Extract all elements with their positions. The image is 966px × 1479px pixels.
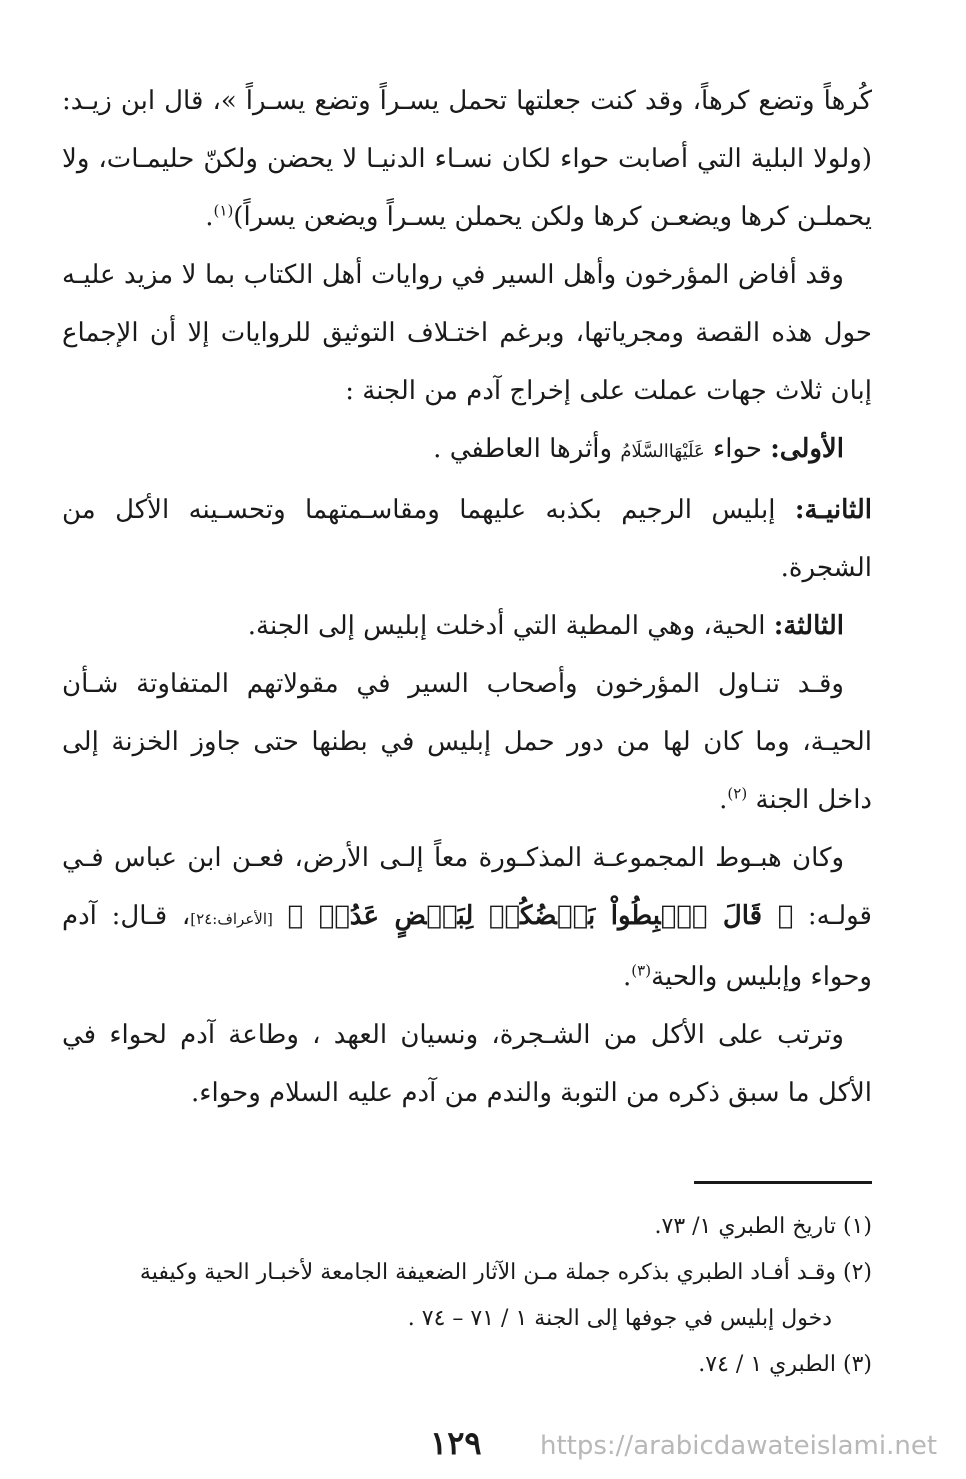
footnote-2-text: (٢) وقـد أفـاد الطبري بذكره جملة مـن الآثار الضعيفة الجامعة لأخبـار الحية وكيفية — [139, 1260, 872, 1285]
list-item-second-label: الثانيـة: — [794, 495, 872, 525]
footnotes — [58, 1204, 872, 1388]
list-item-second — [62, 481, 872, 597]
paragraph-1-text: كُرهاً وتضع كرهاً، وقد كنت جعلتها تحمل يسـراً وتضع يسـراً »، قال ابن زيـد: (ولولا البلية التي أصابت حواء لكان نسـاء الدنيـا لا يحضن ولكنّ حليمـات، ولا يحملـن كرها ويضعـن كرها ولكن يحملن يسـراً ويضعن يسراً) — [62, 86, 872, 232]
list-item-first-label: الأولى: — [770, 434, 844, 464]
list-item-first-text: حواء — [712, 434, 762, 464]
footnote-1: (١) تاريخ الطبري ١/ ٧٣. — [654, 1214, 872, 1239]
watermark-url[interactable]: https://arabicdawateislami.net — [540, 1431, 938, 1461]
footnote-3: (٣) الطبري ١ / ٧٤. — [698, 1352, 872, 1377]
paragraph-3-end: . — [719, 785, 728, 815]
paragraph-3-text: وقـد تنـاول المؤرخون وأصحاب السير في مقولاتهم المتفاوتة شـأن الحيـة، وما كان لها من دور حمل إبليس في بطنها حتى جاوز الخزنة إلى داخل الجنة — [62, 669, 872, 815]
quran-verse: ﴿ قَالَ ٱهۡبِطُواْ بَعۡضُكُمۡ لِبَعۡضٍ عَدُوٞ ﴾ — [287, 901, 794, 931]
list-item-third-text: الحية، وهي المطية التي أدخلت إبليس إلى الجنة. — [247, 611, 766, 641]
honorific: عَلَيْهَاالسَّلَامُ — [620, 441, 705, 462]
footnote-divider — [694, 1181, 872, 1184]
paragraph-4-text-b: ، قـال: آدم وحواء وإبليس والحية — [62, 901, 872, 992]
list-item-first-end: وأثرها العاطفي . — [433, 434, 613, 464]
list-item-third — [62, 597, 872, 655]
paragraph-1 — [62, 72, 872, 246]
paragraph-1-end: . — [205, 202, 214, 232]
paragraph-3 — [62, 655, 872, 829]
paragraph-5: وترتب على الأكل من الشـجرة، ونسيان العهد ، وطاعة آدم لحواء في الأكل ما سبق ذكره من التوبة والندم من آدم عليه السلام وحواء. — [62, 1020, 872, 1108]
footnote-ref-3[interactable]: (٣) — [631, 961, 652, 980]
paragraph-4 — [62, 829, 872, 1006]
list-item-second-text: إبليس الرجيم بكذبه عليهما ومقاسـمتهما وتحسـينه الأكل من الشجرة. — [62, 495, 872, 583]
footnote-2 — [58, 1250, 872, 1342]
footnote-ref-1[interactable]: (١) — [213, 201, 234, 220]
paragraph-4-end: . — [623, 962, 632, 992]
page-number: ١٢٩ — [430, 1424, 482, 1462]
list-item-first — [62, 420, 872, 481]
list-item-third-label: الثالثة: — [773, 611, 844, 641]
footnote-2-continuation: دخول إبليس في جوفها إلى الجنة ١ / ٧١ – ٧٤ . — [407, 1306, 832, 1331]
paragraph-4-text-a: وكان هبـوط المجموعـة المذكـورة معاً إلـى الأرض، فعـن ابن عباس فـي قولـه: — [62, 843, 872, 931]
page-body — [62, 72, 872, 1122]
paragraph-2: وقد أفاض المؤرخون وأهل السير في روايات أهل الكتاب بما لا مزيد عليـه حول هذه القصة ومجرياتها، وبرغم اختـلاف التوثيق للروايات إلا أن الإجماع إبان ثلاث جهات عملت على إخراج آدم من الجنة : — [62, 260, 872, 406]
verse-reference: [الأعراف:٢٤] — [190, 910, 273, 928]
footnote-ref-2[interactable]: (٢) — [727, 784, 748, 803]
